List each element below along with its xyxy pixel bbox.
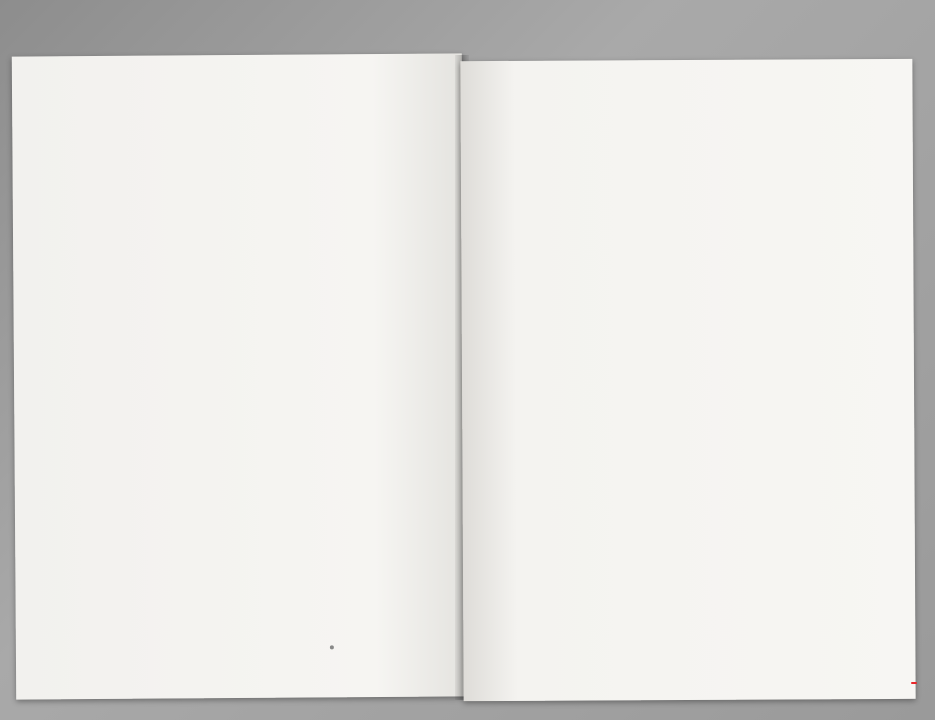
interview-text [460,59,912,61]
watermark-badge [911,682,917,684]
left-page [12,53,466,699]
right-page [460,59,915,701]
watermark-logo [910,682,917,706]
credits-list [12,53,462,56]
page-mark [330,645,334,649]
